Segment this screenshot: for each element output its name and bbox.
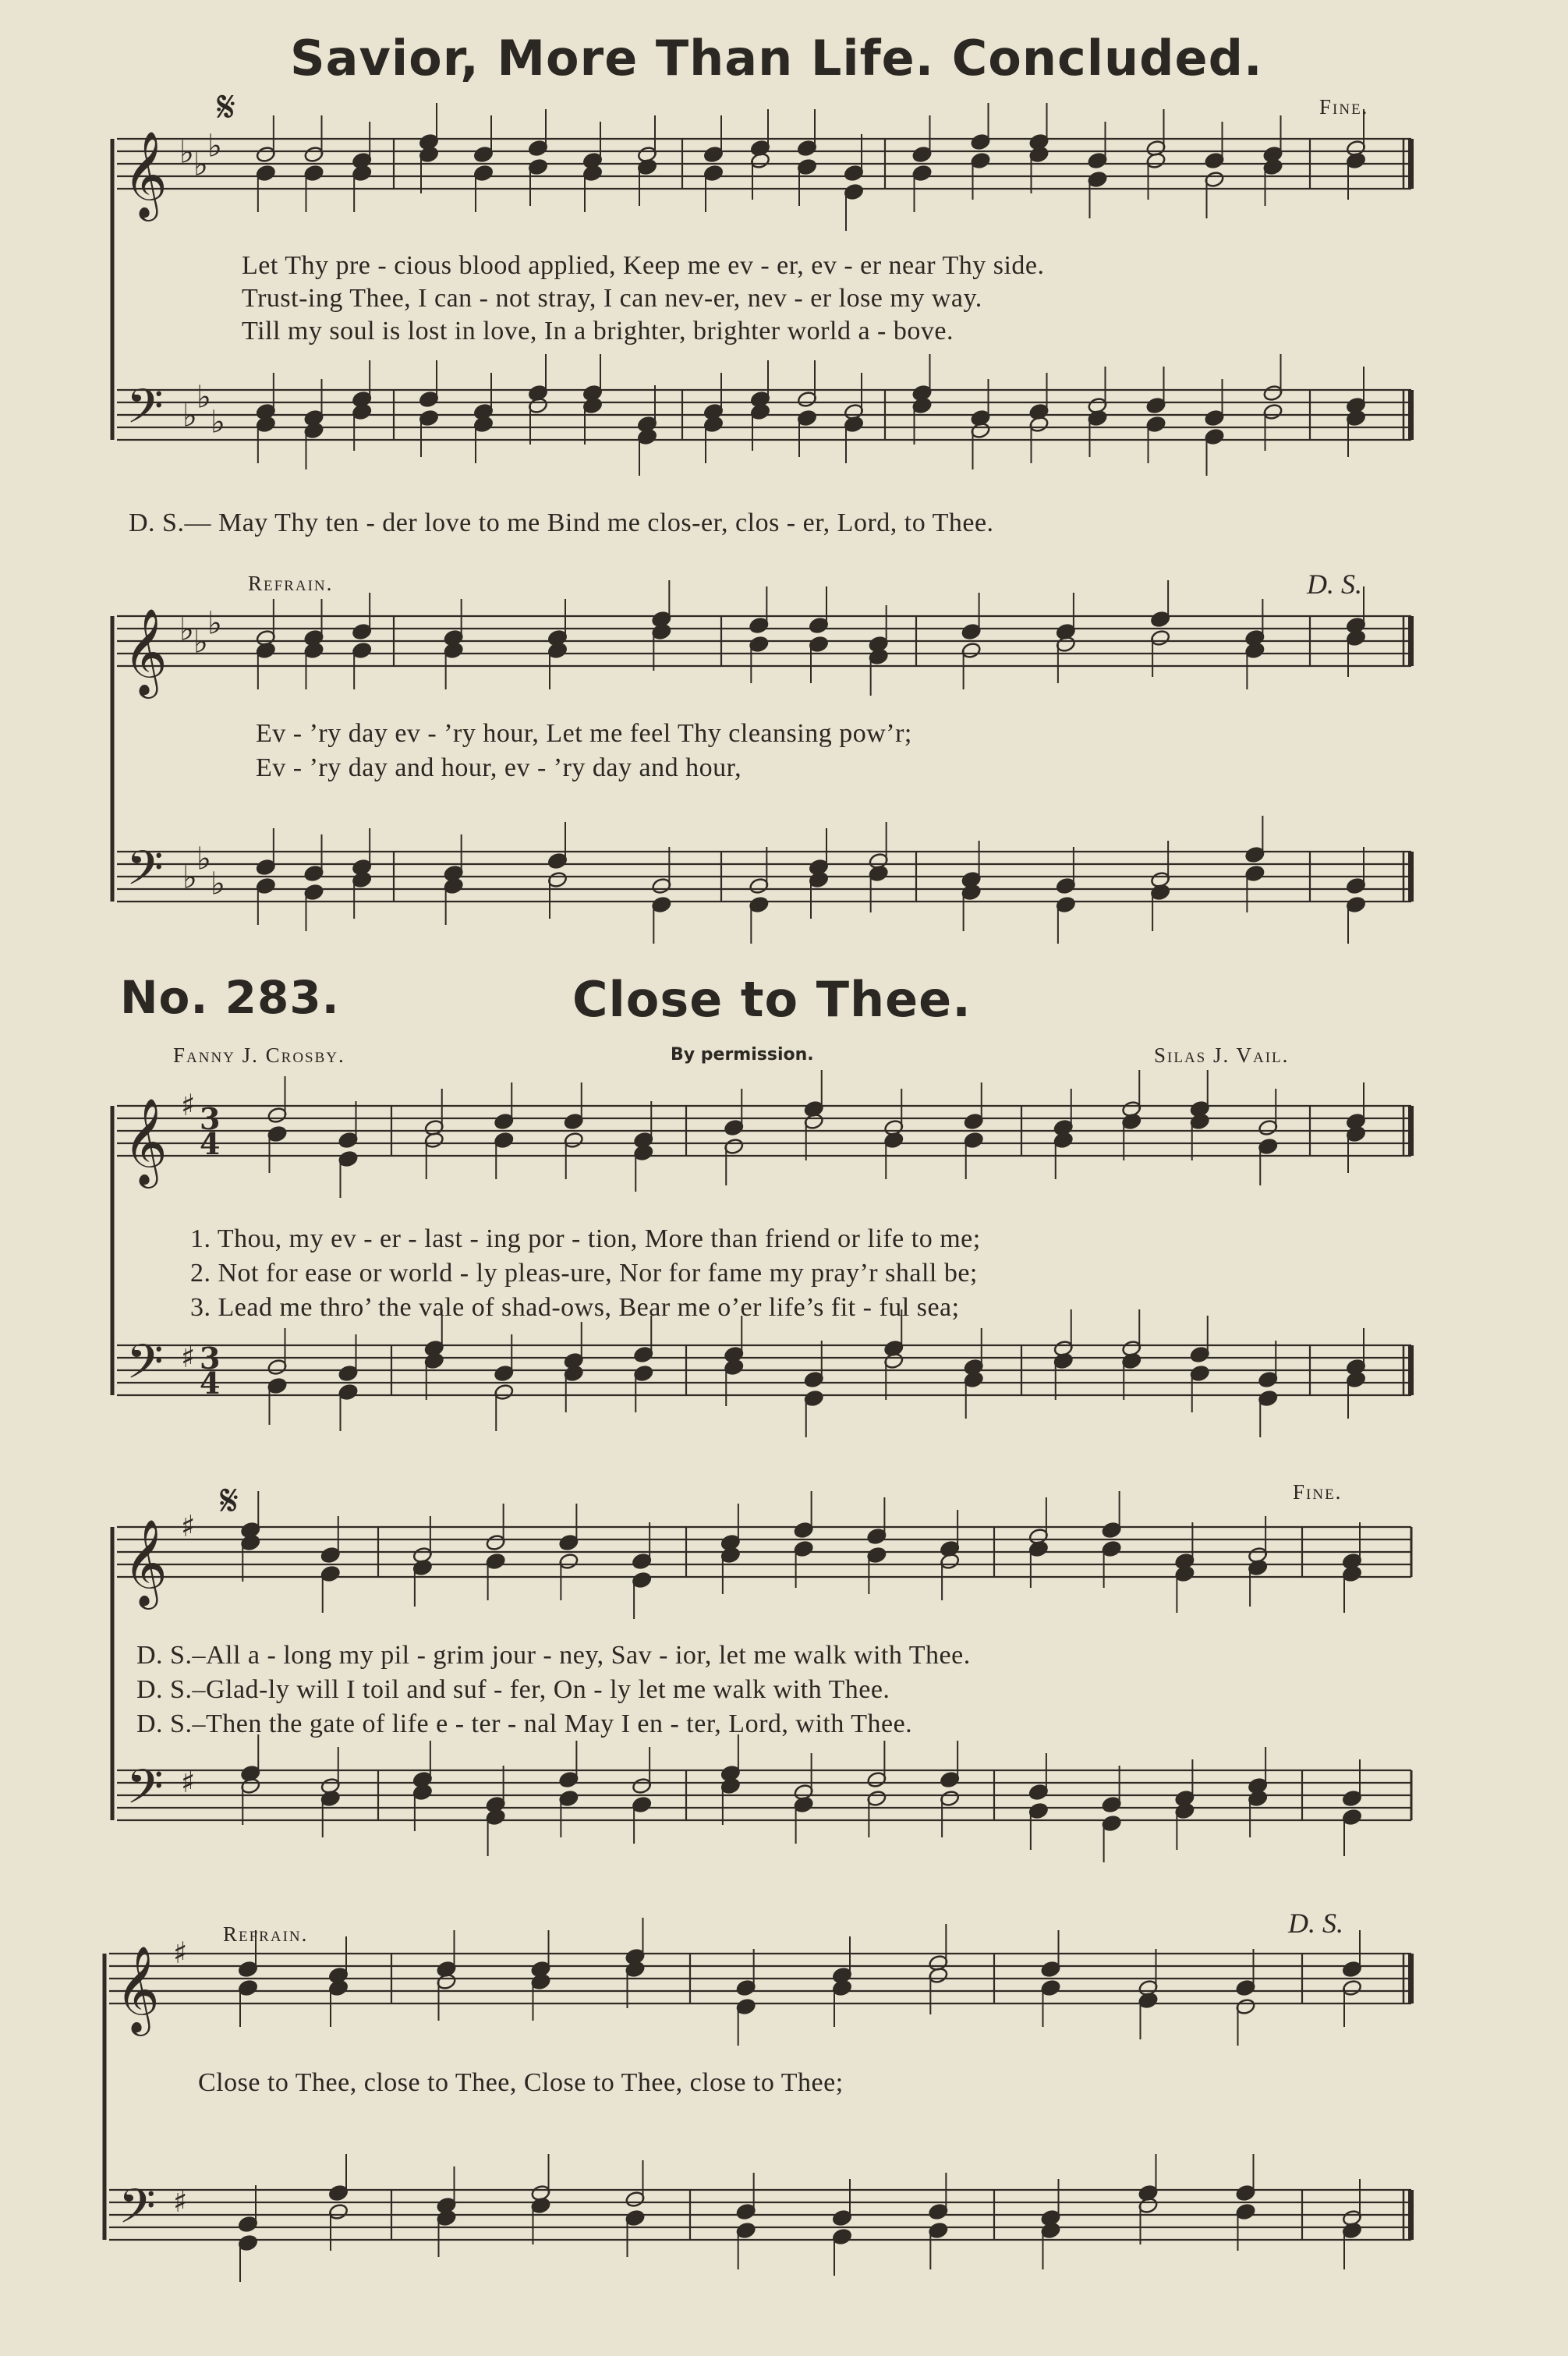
fine-mark: Fine.	[1319, 95, 1369, 119]
flat-sign: ♭	[207, 128, 222, 165]
final-barline	[1408, 139, 1414, 189]
time-signature: 3	[200, 1341, 221, 1376]
flat-sign: ♭	[207, 605, 222, 642]
ds-verse-line-3: D. S.–Then the gate of life e - ter - nal May I en - ter, Lord, with Thee.	[136, 1709, 913, 1738]
sharp-sign: ♯	[181, 1088, 196, 1122]
flat-sign: ♭	[211, 866, 225, 902]
flat-sign: ♭	[196, 841, 211, 877]
ds-verse-line-2: D. S.–Glad-ly will I toil and suf - fer, On - ly let me walk with Thee.	[136, 1675, 890, 1704]
hymn-title: Close to Thee.	[572, 971, 972, 1028]
sharp-sign: ♯	[173, 2184, 188, 2219]
verse-line-3: 3. Lead me thro’ the vale of shad-ows, Bear me o’er life’s fit - ful sea;	[190, 1293, 960, 1322]
segno-sign: 𝄋	[217, 82, 236, 133]
permission-note: By permission.	[671, 1045, 814, 1065]
final-barline	[1408, 1345, 1414, 1395]
ds-lyric-line: D. S.— May Thy ten - der love to me Bind me clos-er, clos - er, Lord, to Thee.	[129, 508, 994, 537]
time-signature: 3	[200, 1101, 221, 1136]
refrain-label: Refrain.	[248, 572, 334, 595]
hymn-composer: Silas J. Vail.	[1154, 1043, 1290, 1067]
hymn-number: No. 283.	[120, 971, 340, 1024]
lyric-line-1: Let Thy pre - cious blood applied, Keep me ev - er, ev - er near Thy side.	[242, 251, 1045, 280]
treble-clef: 𝄞	[115, 1945, 160, 2032]
final-barline	[1408, 1954, 1414, 2003]
final-barline	[1408, 616, 1414, 666]
final-barline	[1408, 390, 1414, 440]
time-signature: 4	[200, 1126, 221, 1161]
treble-clef: 𝄞	[123, 1518, 168, 1606]
sharp-sign: ♯	[173, 1936, 188, 1970]
flat-sign: ♭	[193, 147, 208, 183]
treble-clef: 𝄞	[123, 608, 168, 695]
final-barline	[1408, 1106, 1414, 1156]
flat-sign: ♭	[211, 404, 225, 441]
flat-sign: ♭	[182, 398, 197, 434]
fine-mark-2: Fine.	[1293, 1480, 1343, 1504]
flat-sign: ♭	[179, 134, 194, 171]
ds-verse-line-1: D. S.–All a - long my pil - grim jour - ney, Sav - ior, let me walk with Thee.	[136, 1641, 971, 1670]
bass-clef: 𝄢	[126, 1334, 164, 1401]
hymn-author: Fanny J. Crosby.	[173, 1043, 345, 1067]
sharp-sign: ♯	[181, 1765, 196, 1799]
refrain-lyric-2: Ev - ’ry day and hour, ev - ’ry day and hour,	[256, 753, 742, 782]
flat-sign: ♭	[193, 624, 208, 661]
refrain-lyric-3: Close to Thee, close to Thee, Close to Thee, close to Thee;	[198, 2068, 844, 2097]
verse-line-1: 1. Thou, my ev - er - last - ing por - tion, More than friend or life to me;	[190, 1224, 981, 1253]
bass-clef: 𝄢	[126, 379, 164, 446]
ds-mark-2: D. S.	[1288, 1908, 1343, 1939]
segno-sign-2: 𝄋	[220, 1476, 239, 1526]
final-barline	[1408, 2190, 1414, 2240]
flat-sign: ♭	[179, 611, 194, 648]
verse-line-2: 2. Not for ease or world - ly pleas-ure, Nor for fame my pray’r shall be;	[190, 1259, 978, 1288]
refrain-label-2: Refrain.	[223, 1922, 309, 1946]
lyric-line-2: Trust-ing Thee, I can - not stray, I can nev-er, nev - er lose my way.	[242, 284, 982, 313]
page-title: Savior, More Than Life. Concluded.	[290, 30, 1263, 87]
final-barline	[1408, 852, 1414, 902]
treble-clef: 𝄞	[123, 1097, 168, 1185]
lyric-line-3: Till my soul is lost in love, In a brighter, brighter world a - bove.	[242, 317, 954, 345]
bass-clef: 𝄢	[119, 2179, 156, 2246]
ds-mark: D. S.	[1307, 569, 1362, 600]
bass-clef: 𝄢	[126, 841, 164, 908]
flat-sign: ♭	[196, 379, 211, 416]
time-signature: 4	[200, 1366, 221, 1401]
flat-sign: ♭	[182, 859, 197, 896]
refrain-lyric-1: Ev - ’ry day ev - ’ry hour, Let me feel Thy cleansing pow’r;	[256, 719, 912, 748]
treble-clef: 𝄞	[123, 130, 168, 218]
sharp-sign: ♯	[181, 1509, 196, 1543]
sharp-sign: ♯	[181, 1340, 196, 1374]
bass-clef: 𝄢	[126, 1759, 164, 1826]
